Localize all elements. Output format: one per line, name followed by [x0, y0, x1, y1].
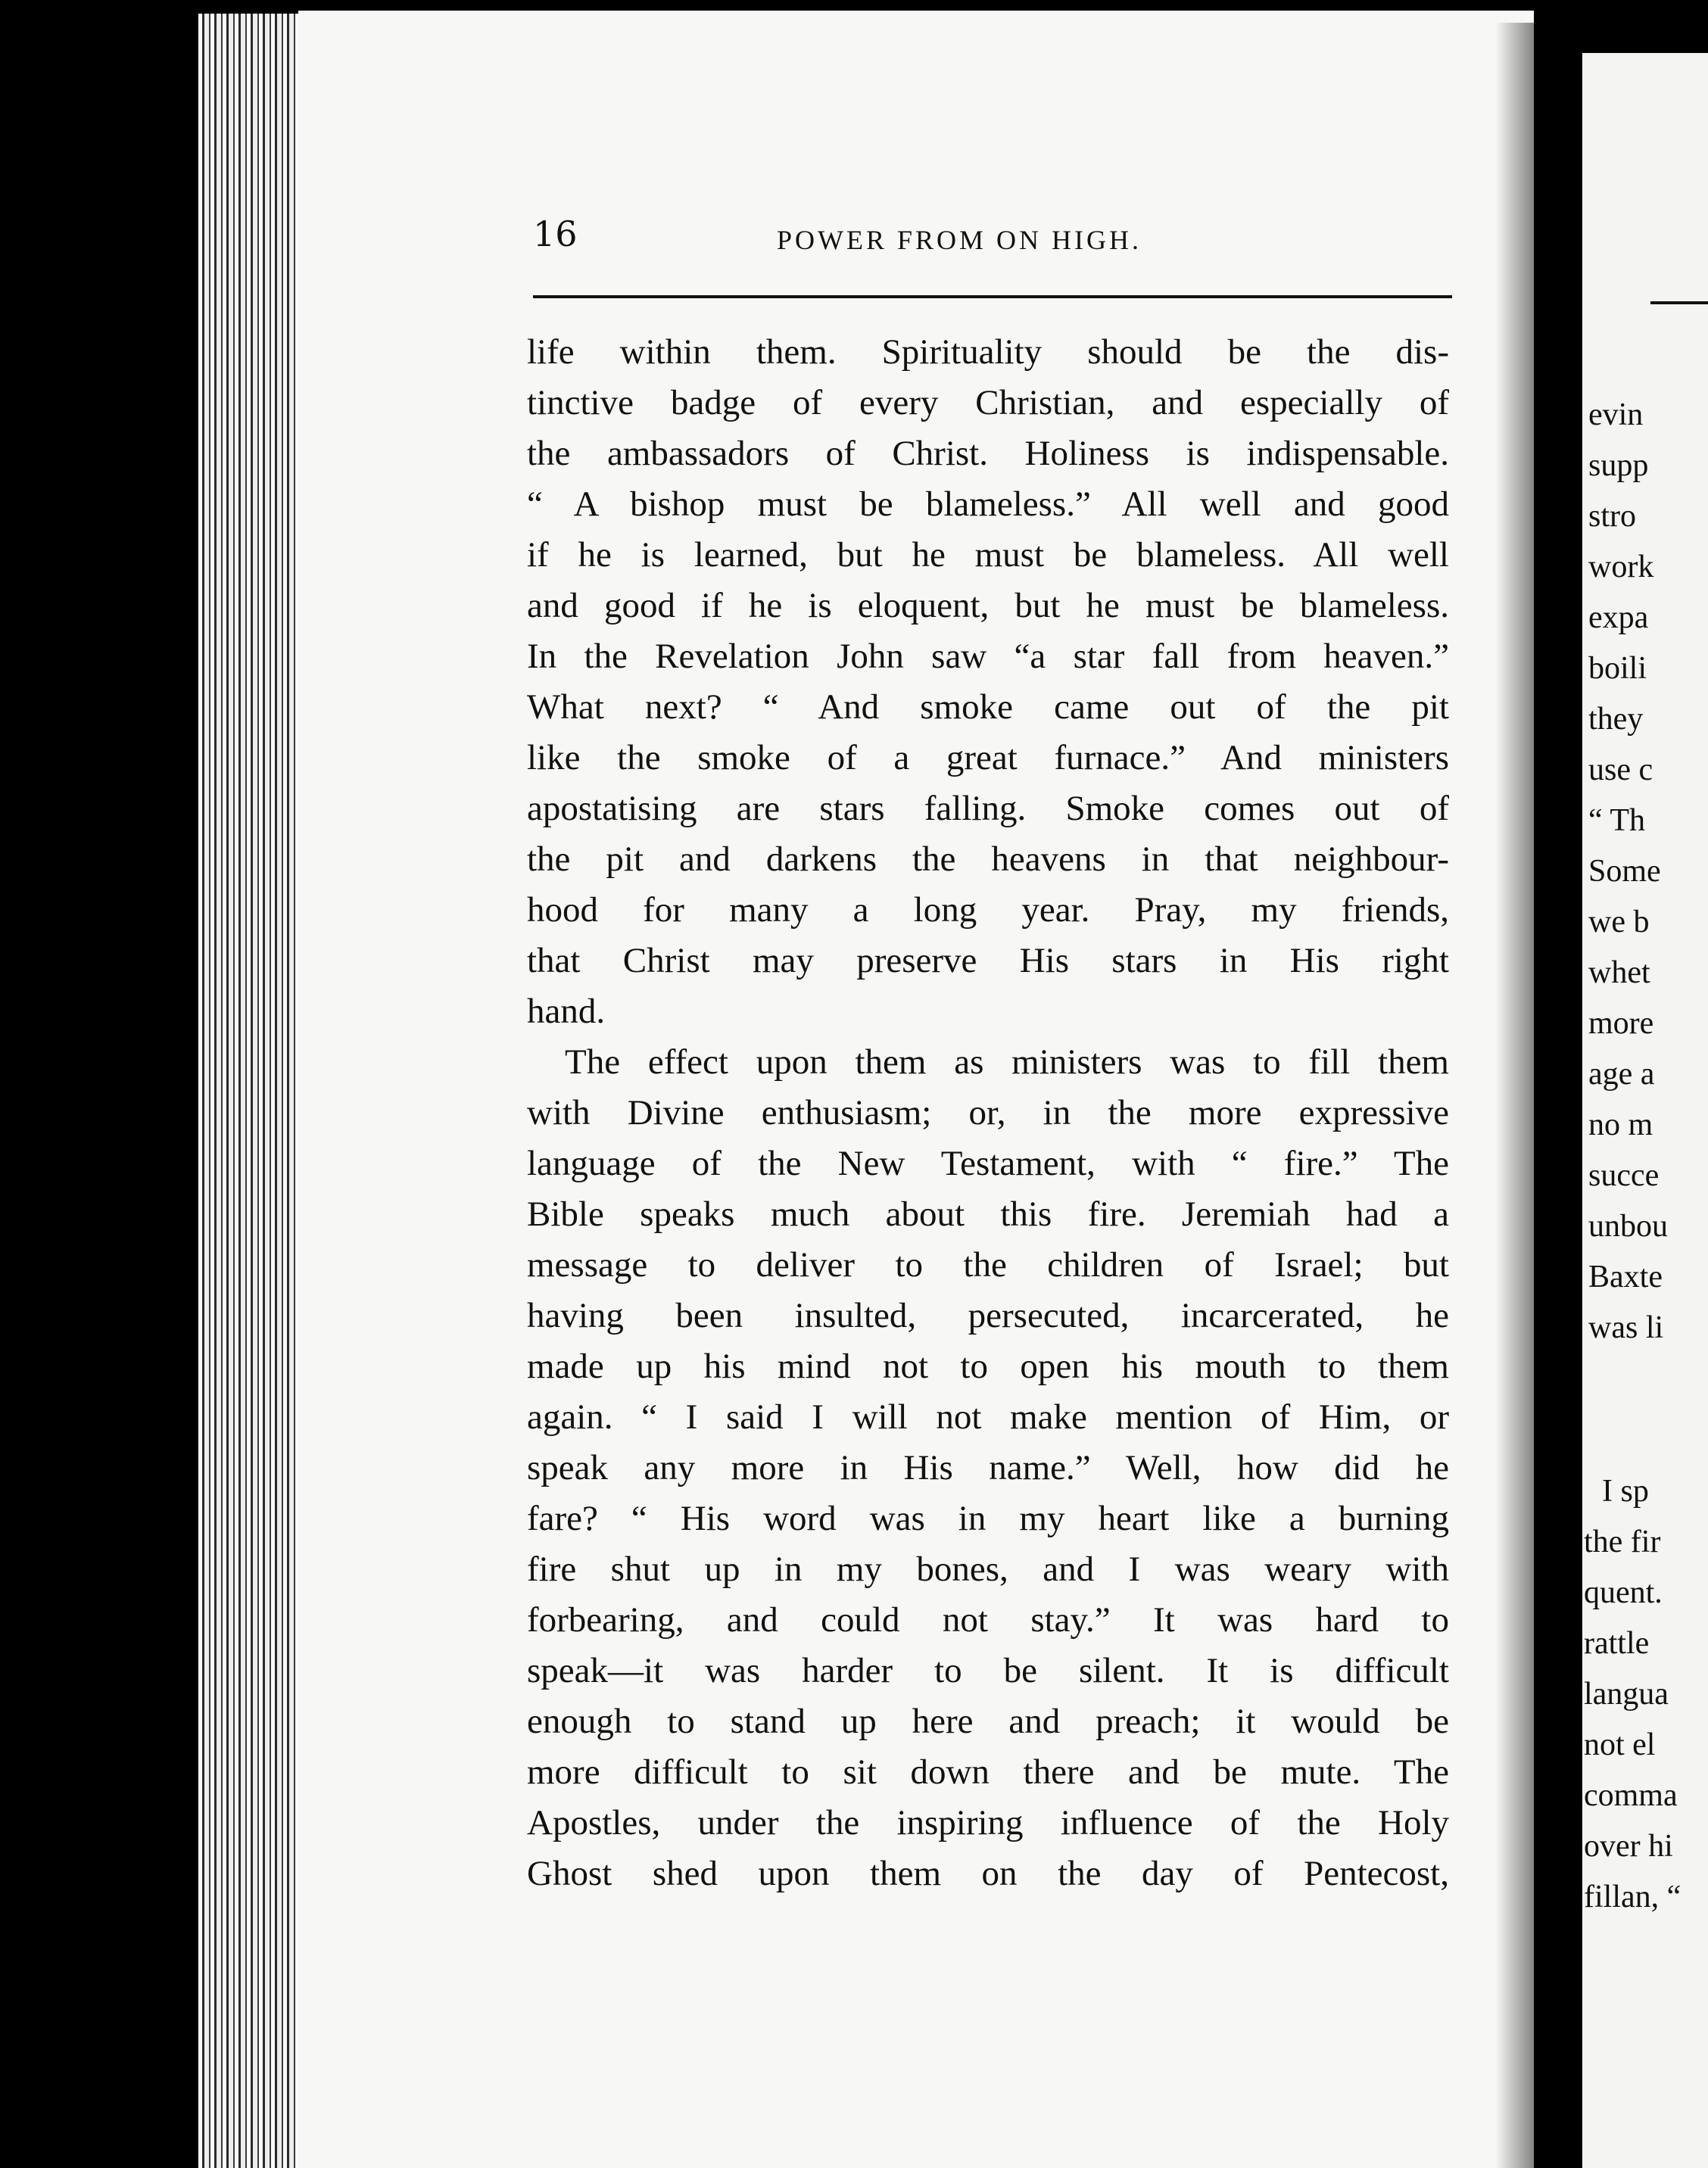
facing-text-line: use c — [1588, 752, 1653, 787]
text-line: having been insulted, persecuted, incarcerated, he — [527, 1296, 1449, 1335]
text-line: What next? “ And smoke came out of the pit — [527, 687, 1449, 727]
text-line: that Christ may preserve His stars in His right — [527, 941, 1449, 980]
facing-text-line: fillan, “ — [1584, 1880, 1682, 1914]
text-line: Bible speaks much about this fire. Jeremiah had a — [527, 1195, 1449, 1234]
facing-text-line: whet — [1588, 955, 1650, 990]
book-gutter-shadow — [1495, 23, 1579, 2168]
text-line: if he is learned, but he must be blameless. All well — [527, 535, 1449, 575]
text-line: hand. — [527, 992, 606, 1031]
text-line: and good if he is eloquent, but he must be blameless. — [527, 586, 1449, 625]
text-line: forbearing, and could not stay.” It was hard to — [527, 1600, 1449, 1640]
facing-text-line: boili — [1588, 651, 1647, 686]
text-line: made up his mind not to open his mouth to them — [527, 1347, 1449, 1386]
text-line: enough to stand up here and preach; it would be — [527, 1702, 1449, 1741]
text-line: more difficult to sit down there and be mute. The — [527, 1752, 1449, 1792]
facing-text-line: “ Th — [1588, 803, 1646, 838]
facing-text-line: work — [1588, 550, 1654, 584]
text-line: fire shut up in my bones, and I was weary with — [527, 1550, 1449, 1589]
text-line: apostatising are stars falling. Smoke comes out of — [527, 789, 1449, 828]
page-edges — [198, 14, 298, 2168]
text-line: tinctive badge of every Christian, and especially of — [527, 383, 1449, 422]
facing-text-line: age a — [1588, 1057, 1655, 1092]
text-line: like the smoke of a great furnace.” And ministers — [527, 738, 1449, 777]
facing-page-edge — [1582, 53, 1708, 2168]
running-title: POWER FROM ON HIGH. — [777, 225, 1142, 255]
facing-text-line: was li — [1588, 1310, 1664, 1345]
text-line: message to deliver to the children of Israel; but — [527, 1245, 1449, 1285]
facing-text-line: more — [1588, 1006, 1654, 1041]
facing-text-line: I sp — [1602, 1474, 1649, 1509]
text-line: again. “ I said I will not make mention of Him, or — [527, 1397, 1449, 1437]
facing-text-line: supp — [1588, 448, 1649, 483]
text-line: “ A bishop must be blameless.” All well and good — [527, 484, 1449, 524]
text-line: fare? “ His word was in my heart like a burning — [527, 1499, 1449, 1538]
text-line: the ambassadors of Christ. Holiness is indispensable. — [527, 434, 1449, 473]
page-number: 16 — [533, 213, 578, 254]
facing-text-line: they — [1588, 702, 1644, 737]
facing-text-line: stro — [1588, 499, 1636, 534]
facing-header-rule — [1650, 301, 1708, 304]
facing-text-line: quent. — [1584, 1575, 1663, 1610]
facing-text-line: over hi — [1584, 1829, 1673, 1864]
facing-page-text — [1582, 53, 1708, 2168]
facing-text-line: the fir — [1584, 1525, 1661, 1559]
body-text — [527, 327, 1449, 1899]
facing-text-line: no m — [1588, 1107, 1653, 1142]
header-rule — [533, 295, 1452, 298]
facing-text-line: rattle — [1584, 1626, 1650, 1661]
facing-text-line: we b — [1588, 905, 1650, 939]
text-line: life within them. Spirituality should be the dis- — [527, 332, 1449, 372]
text-line: speak—it was harder to be silent. It is difficult — [527, 1651, 1449, 1690]
facing-text-line: Baxte — [1588, 1260, 1663, 1294]
facing-text-line: unbou — [1588, 1209, 1668, 1244]
text-line: the pit and darkens the heavens in that neighbour- — [527, 839, 1449, 879]
facing-text-line: not el — [1584, 1727, 1656, 1762]
running-head — [533, 213, 1454, 282]
text-line: The effect upon them as ministers was to fill them — [565, 1042, 1449, 1082]
facing-text-line: comma — [1584, 1778, 1678, 1813]
facing-text-line: evin — [1588, 397, 1644, 432]
text-line: hood for many a long year. Pray, my friends, — [527, 890, 1449, 930]
text-line: language of the New Testament, with “ fire.” The — [527, 1144, 1449, 1183]
facing-text-line: langua — [1584, 1677, 1669, 1712]
facing-text-line: expa — [1588, 600, 1649, 635]
text-line: speak any more in His name.” Well, how did he — [527, 1448, 1449, 1487]
text-line: In the Revelation John saw “a star fall from heaven.” — [527, 637, 1449, 676]
text-line: with Divine enthusiasm; or, in the more expressive — [527, 1093, 1449, 1132]
text-line: Ghost shed upon them on the day of Pentecost, — [527, 1854, 1449, 1893]
facing-text-line: Some — [1588, 854, 1661, 889]
facing-text-line: succe — [1588, 1158, 1660, 1193]
text-line: Apostles, under the inspiring influence of the Holy — [527, 1803, 1449, 1842]
